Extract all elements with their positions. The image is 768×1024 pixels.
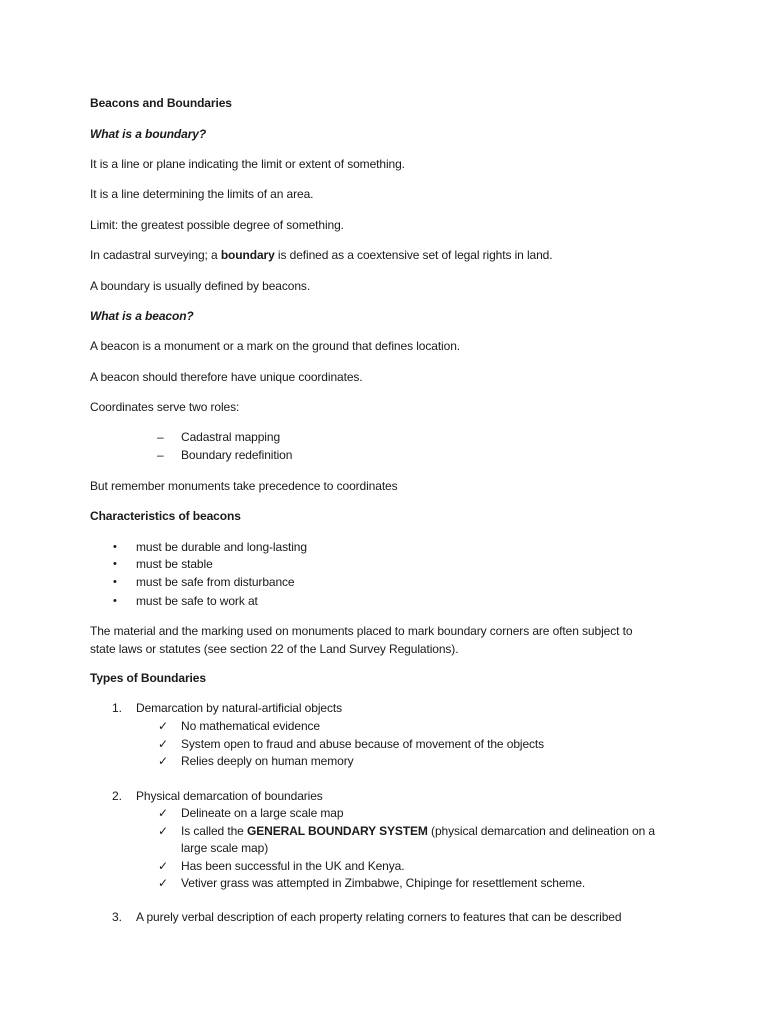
paragraph: A beacon should therefore have unique coordinates.: [90, 370, 363, 384]
check-item: [0, 805, 768, 821]
list-item-text: must be safe to work at: [136, 594, 258, 608]
question-beacon: What is a beacon?: [90, 309, 194, 323]
dash-marker: –: [157, 448, 164, 462]
checkmark-icon: ✓: [158, 876, 168, 890]
check-item: [0, 858, 768, 874]
dash-marker: –: [157, 430, 164, 444]
check-item: [0, 736, 768, 752]
check-item-text: Vetiver grass was attempted in Zimbabwe, Chipinge for resettlement scheme.: [181, 876, 586, 890]
numbered-item: [0, 700, 768, 716]
list-item: [0, 429, 768, 445]
paragraph-boundary-definition: [90, 247, 553, 263]
checkmark-icon: ✓: [158, 737, 168, 751]
document-title: Beacons and Boundaries: [90, 96, 232, 110]
numbered-item: [0, 788, 768, 804]
check-item-continuation: [0, 840, 768, 856]
item-label: Demarcation by natural-artificial objects: [136, 701, 342, 715]
checkmark-icon: ✓: [158, 824, 168, 838]
list-item-text: must be stable: [136, 557, 213, 571]
paragraph: state laws or statutes (see section 22 of the Land Survey Regulations).: [90, 642, 459, 656]
list-item-text: Cadastral mapping: [181, 430, 281, 444]
list-item-text: Boundary redefinition: [181, 448, 293, 462]
check-item-text: Relies deeply on human memory: [181, 754, 354, 768]
list-item: [0, 539, 768, 555]
bold-term: GENERAL BOUNDARY SYSTEM: [246, 824, 428, 838]
check-item: [0, 823, 768, 839]
item-label: Physical demarcation of boundaries: [136, 789, 323, 803]
item-number: 2.: [112, 789, 122, 803]
check-item-text: Has been successful in the UK and Kenya.: [181, 859, 405, 873]
numbered-item: [0, 909, 768, 925]
question-boundary: What is a boundary?: [90, 127, 207, 141]
text: Is called the: [181, 824, 247, 838]
check-item-text: System open to fraud and abuse because of movement of the objects: [181, 737, 545, 751]
list-item-text: must be durable and long-lasting: [136, 540, 307, 554]
paragraph: Coordinates serve two roles:: [90, 400, 240, 414]
item-label: A purely verbal description of each property relating corners to features that can be described: [136, 910, 622, 924]
check-item: [0, 753, 768, 769]
paragraph: A beacon is a monument or a mark on the ground that defines location.: [90, 339, 460, 353]
text: is defined as a coextensive set of legal rights in land.: [274, 248, 553, 262]
check-item-text: No mathematical evidence: [181, 719, 321, 733]
section-heading: Characteristics of beacons: [90, 509, 241, 523]
list-item: [0, 574, 768, 590]
paragraph: It is a line determining the limits of an area.: [90, 187, 314, 201]
bullet-marker: •: [113, 558, 117, 570]
text: (physical demarcation and delineation on a: [427, 824, 656, 838]
checkmark-icon: ✓: [158, 754, 168, 768]
paragraph: It is a line or plane indicating the limit or extent of something.: [90, 157, 405, 171]
check-item-text: large scale map): [181, 841, 269, 855]
item-number: 1.: [112, 701, 122, 715]
bullet-marker: •: [113, 595, 117, 607]
check-item-text: [181, 823, 655, 839]
section-heading: Types of Boundaries: [90, 671, 206, 685]
bullet-marker: •: [113, 576, 117, 588]
paragraph: The material and the marking used on monuments placed to mark boundary corners are often subject to: [90, 624, 633, 638]
paragraph: Limit: the greatest possible degree of something.: [90, 218, 344, 232]
paragraph: But remember monuments take precedence to coordinates: [90, 479, 398, 493]
checkmark-icon: ✓: [158, 806, 168, 820]
text: In cadastral surveying; a: [90, 248, 221, 262]
checkmark-icon: ✓: [158, 859, 168, 873]
bold-term: boundary: [220, 248, 275, 262]
list-item: [0, 556, 768, 572]
paragraph: A boundary is usually defined by beacons.: [90, 279, 311, 293]
bullet-marker: •: [113, 541, 117, 553]
check-item: [0, 718, 768, 734]
list-item: [0, 593, 768, 609]
checkmark-icon: ✓: [158, 719, 168, 733]
list-item: [0, 447, 768, 463]
check-item-text: Delineate on a large scale map: [181, 806, 344, 820]
list-item-text: must be safe from disturbance: [136, 575, 295, 589]
check-item: [0, 875, 768, 891]
item-number: 3.: [112, 910, 122, 924]
